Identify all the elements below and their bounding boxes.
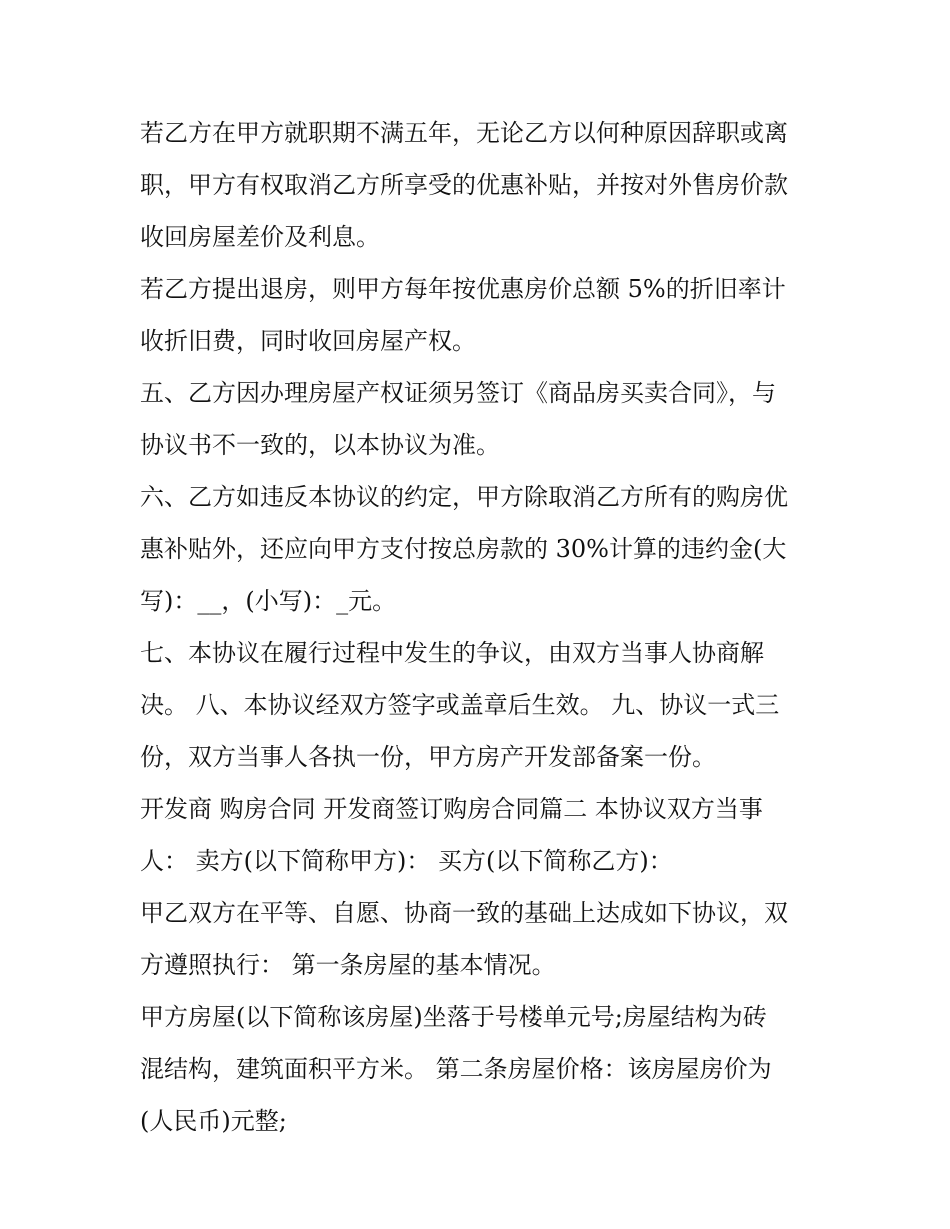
text-line: 六、乙方如违反本协议的约定，甲方除取消乙方所有的购房优 [140, 483, 788, 511]
text-line: 甲方房屋(以下简称该房屋)坐落于号楼单元号;房屋结构为砖 [140, 1003, 767, 1031]
text-line: (人民币)元整; [140, 1107, 287, 1135]
text-line: 五、乙方因办理房屋产权证须另签订《商品房买卖合同》，与 [140, 379, 776, 407]
text-line: 写)：__，(小写)：_元。 [140, 587, 397, 615]
text-line: 混结构，建筑面积平方米。 第二条房屋价格：该房屋房价为 [140, 1055, 772, 1083]
text-line: 协议书不一致的，以本协议为准。 [140, 431, 500, 459]
text-line: 甲乙双方在平等、自愿、协商一致的基础上达成如下协议，双 [140, 899, 788, 927]
text-line: 七、本协议在履行过程中发生的争议，由双方当事人协商解 [140, 639, 764, 667]
text-line: 收回房屋差价及利息。 [140, 223, 380, 251]
text-line: 决。 八、本协议经双方签字或盖章后生效。 九、协议一式三 [140, 691, 780, 719]
text-line: 收折旧费，同时收回房屋产权。 [140, 327, 476, 355]
text-line: 人： 卖方(以下简称甲方)： 买方(以下简称乙方)： [140, 847, 673, 875]
text-line: 职，甲方有权取消乙方所享受的优惠补贴，并按对外售房价款 [140, 171, 788, 199]
text-line: 若乙方在甲方就职期不满五年，无论乙方以何种原因辞职或离 [140, 119, 788, 147]
text-line: 份，双方当事人各执一份，甲方房产开发部备案一份。 [140, 743, 716, 771]
text-line: 若乙方提出退房，则甲方每年按优惠房价总额 5%的折旧率计 [140, 275, 786, 303]
text-line: 方遵照执行： 第一条房屋的基本情况。 [140, 951, 556, 979]
text-line: 惠补贴外，还应向甲方支付按总房款的 30%计算的违约金(大 [140, 535, 787, 563]
text-line: 开发商 购房合同 开发商签订购房合同篇二 本协议双方当事 [140, 795, 763, 823]
document-body [140, 107, 820, 1147]
